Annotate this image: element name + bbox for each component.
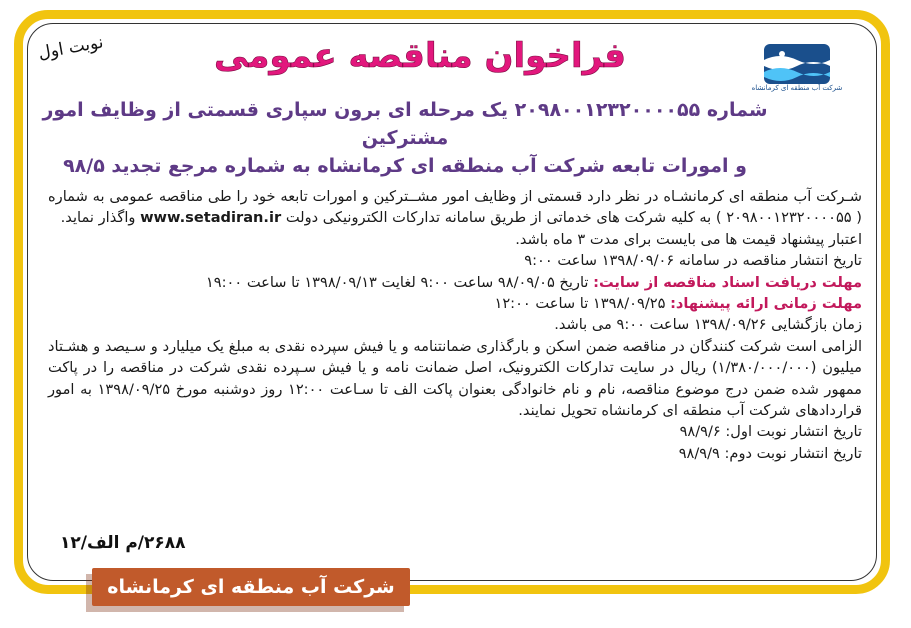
intro-paragraph bbox=[48, 186, 862, 229]
docs-deadline-value: تاریخ ۹۸/۰۹/۰۵ ساعت ۹:۰۰ لغایت ۱۳۹۸/۰۹/۱۳ تا ساعت ۱۹:۰۰ bbox=[205, 273, 594, 291]
docs-deadline-label: مهلت دریافت اسناد مناقصه از سایت: bbox=[593, 273, 862, 291]
footer-company-band bbox=[92, 568, 410, 606]
intro-text: شـرکت آب منطقه ای کرمانشـاه در نظر دارد قسمتی از وظایف امور مشــترکین و امورات تابعه خود را طی مناقصه عمومی به شماره ( ۲۰۹۸۰۰۱۲۳۲۰۰۰۰۵۵ ) به کلیه شرکت های خدماتی از طریق سامانه تدارکات الکترونیکی دولت bbox=[48, 188, 862, 227]
offer-deadline-label: مهلت زمانی ارائه پیشنهاد: bbox=[670, 295, 862, 313]
first-publish-line: تاریخ انتشار نوبت اول: ۹۸/۹/۶ bbox=[679, 423, 862, 441]
reference-number: ۲۶۸۸/م الف/۱۲ bbox=[60, 533, 186, 553]
intro-end: واگذار نماید. bbox=[60, 209, 141, 227]
notice-body bbox=[48, 186, 862, 464]
subtitle bbox=[40, 96, 770, 180]
footer-company-name: شرکت آب منطقه ای کرمانشاه bbox=[107, 576, 395, 598]
offer-deadline-value: ۱۳۹۸/۰۹/۲۵ تا ساعت ۱۲:۰۰ bbox=[494, 295, 671, 313]
validity-line: اعتبار پیشنهاد قیمت ها می بایست برای مدت ۳ ماه باشد. bbox=[515, 230, 862, 248]
opening-line: زمان بازگشایی ۱۳۹۸/۰۹/۲۶ ساعت ۹:۰۰ می باشد. bbox=[554, 316, 862, 334]
guarantee-paragraph: الزامی است شرکت کنندگان در مناقصه ضمن اسکن و بارگذاری ضمانتنامه و یا فیش سپرده نقدی به مبلغ یک میلیارد و سـیصد و هشـتاد میلیون (۱/۳۸۰/۰۰۰/۰۰۰) ریال در سایت تدارکات الکترونیک، اصل ضمانت نامه و یا فیش سـپرده نقدی شرکت در مناقصه را در پاکت ممهور شده ضمن درج موضوع مناقصه، نام و نام خانوادگی بعنوان پاکت الف تا سـاعت ۱۲:۰۰ روز دوشنبه مورخ ۱۳۹۸/۰۹/۲۵ به امور قراردادهای شرکت آب منطقه ای کرمانشاه تحویل نمایند. bbox=[48, 337, 863, 420]
round-note: نوبت اول bbox=[36, 32, 105, 64]
page-title: فراخوان مناقصه عمومی bbox=[213, 36, 627, 76]
subtitle-line-2: و امورات تابعه شرکت آب منطقه ای کرمانشاه به شماره مرجع تجدید ۹۸/۵ bbox=[63, 155, 747, 177]
docs-deadline-line bbox=[48, 272, 862, 293]
subtitle-line-1: شماره ۲۰۹۸۰۰۱۲۳۲۰۰۰۰۵۵ یک مرحله ای برون سپاری قسمتی از وظایف امور مشترکین bbox=[42, 99, 768, 149]
publish-date-line: تاریخ انتشار مناقصه در سامانه ۱۳۹۸/۰۹/۰۶ ساعت ۹:۰۰ bbox=[524, 252, 862, 270]
offer-deadline-line bbox=[48, 293, 862, 314]
logo-caption: شرکت آب منطقه ای کرمانشاه bbox=[751, 84, 843, 92]
second-publish-line: تاریخ انتشار نوبت دوم: ۹۸/۹/۹ bbox=[678, 444, 862, 462]
website-link[interactable]: www.setadiran.ir bbox=[140, 209, 282, 227]
